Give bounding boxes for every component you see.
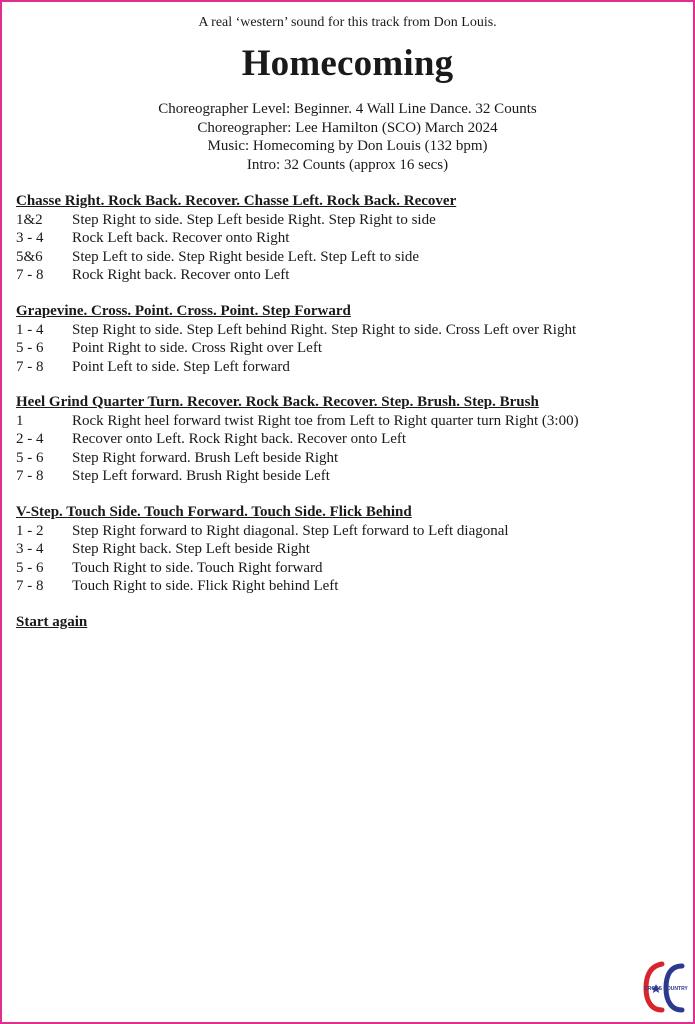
step-description: Step Right to side. Step Left beside Right. Step Right to side bbox=[72, 211, 436, 228]
step-row bbox=[16, 540, 686, 559]
step-row bbox=[16, 430, 686, 449]
meta-choreographer: Choreographer: Lee Hamilton (SCO) March 2024 bbox=[197, 119, 498, 136]
step-count: 7 - 8 bbox=[16, 358, 44, 375]
step-count: 1&2 bbox=[16, 211, 43, 228]
step-description: Recover onto Left. Rock Right back. Recover onto Left bbox=[72, 431, 407, 447]
step-row bbox=[16, 449, 686, 468]
step-description: Rock Left back. Recover onto Right bbox=[72, 230, 290, 246]
svg-text:CROSS COUNTRY: CROSS COUNTRY bbox=[644, 986, 688, 992]
section-4 bbox=[16, 503, 686, 596]
step-description: Step Right back. Step Left beside Right bbox=[72, 541, 310, 557]
step-description: Step Left to side. Step Right beside Left. Step Left to side bbox=[72, 248, 420, 265]
step-row bbox=[16, 559, 686, 578]
step-count: 2 - 4 bbox=[16, 431, 44, 447]
step-description: Touch Right to side. Touch Right forward bbox=[72, 559, 323, 576]
step-row bbox=[16, 577, 686, 596]
section-3 bbox=[16, 393, 686, 486]
step-count: 7 - 8 bbox=[16, 468, 44, 484]
step-row bbox=[16, 266, 686, 285]
section-1 bbox=[16, 192, 686, 285]
intro-line: A real ‘western’ sound for this track from Don Louis. bbox=[198, 15, 497, 30]
step-count: 5 - 6 bbox=[16, 340, 44, 356]
step-row bbox=[16, 358, 686, 377]
step-description: Rock Right heel forward twist Right toe from Left to Right quarter turn Right (3:00) bbox=[72, 412, 579, 429]
step-row bbox=[16, 321, 686, 340]
step-row bbox=[16, 211, 686, 230]
step-count: 7 - 8 bbox=[16, 578, 44, 594]
cross-country-logo bbox=[642, 958, 690, 1016]
step-description: Rock Right back. Recover onto Left bbox=[72, 267, 290, 283]
step-count: 7 - 8 bbox=[16, 267, 44, 283]
step-row bbox=[16, 412, 686, 431]
step-count: 5 - 6 bbox=[16, 559, 44, 576]
step-description: Step Left forward. Brush Right beside Left bbox=[72, 468, 330, 484]
step-description: Touch Right to side. Flick Right behind Left bbox=[72, 578, 339, 594]
step-count: 5&6 bbox=[16, 248, 43, 265]
step-description: Point Left to side. Step Left forward bbox=[72, 358, 290, 375]
dance-title: Homecoming bbox=[241, 43, 454, 84]
section-title: Heel Grind Quarter Turn. Recover. Rock Back. Recover. Step. Brush. Step. Brush bbox=[16, 394, 539, 410]
meta-intro: Intro: 32 Counts (approx 16 secs) bbox=[246, 156, 449, 173]
step-row bbox=[16, 339, 686, 358]
section-title: Grapevine. Cross. Point. Cross. Point. Step Forward bbox=[16, 303, 351, 319]
dance-meta bbox=[2, 100, 693, 174]
step-description: Step Right forward to Right diagonal. Step Left forward to Left diagonal bbox=[72, 522, 509, 539]
step-count: 3 - 4 bbox=[16, 230, 44, 246]
meta-music: Music: Homecoming by Don Louis (132 bpm) bbox=[207, 138, 488, 154]
step-row bbox=[16, 467, 686, 486]
step-description: Step Right forward. Brush Left beside Right bbox=[72, 449, 339, 466]
step-row bbox=[16, 522, 686, 541]
step-count: 1 - 4 bbox=[16, 321, 44, 338]
outro-section bbox=[16, 613, 686, 632]
section-title: V-Step. Touch Side. Touch Forward. Touch Side. Flick Behind bbox=[16, 504, 412, 520]
start-again-label: Start again bbox=[16, 614, 88, 630]
step-row bbox=[16, 248, 686, 267]
step-description: Step Right to side. Step Left behind Right. Step Right to side. Cross Left over Right bbox=[72, 321, 577, 338]
step-description: Point Right to side. Cross Right over Left bbox=[72, 340, 322, 356]
step-row bbox=[16, 229, 686, 248]
step-count: 1 - 2 bbox=[16, 522, 44, 539]
meta-level: Choreographer Level: Beginner. 4 Wall Line Dance. 32 Counts bbox=[158, 101, 537, 117]
step-count: 3 - 4 bbox=[16, 541, 44, 557]
step-count: 1 bbox=[16, 412, 24, 429]
step-count: 5 - 6 bbox=[16, 449, 44, 466]
section-2 bbox=[16, 302, 686, 376]
section-title: Chasse Right. Rock Back. Recover. Chasse Left. Rock Back. Recover bbox=[16, 193, 457, 209]
